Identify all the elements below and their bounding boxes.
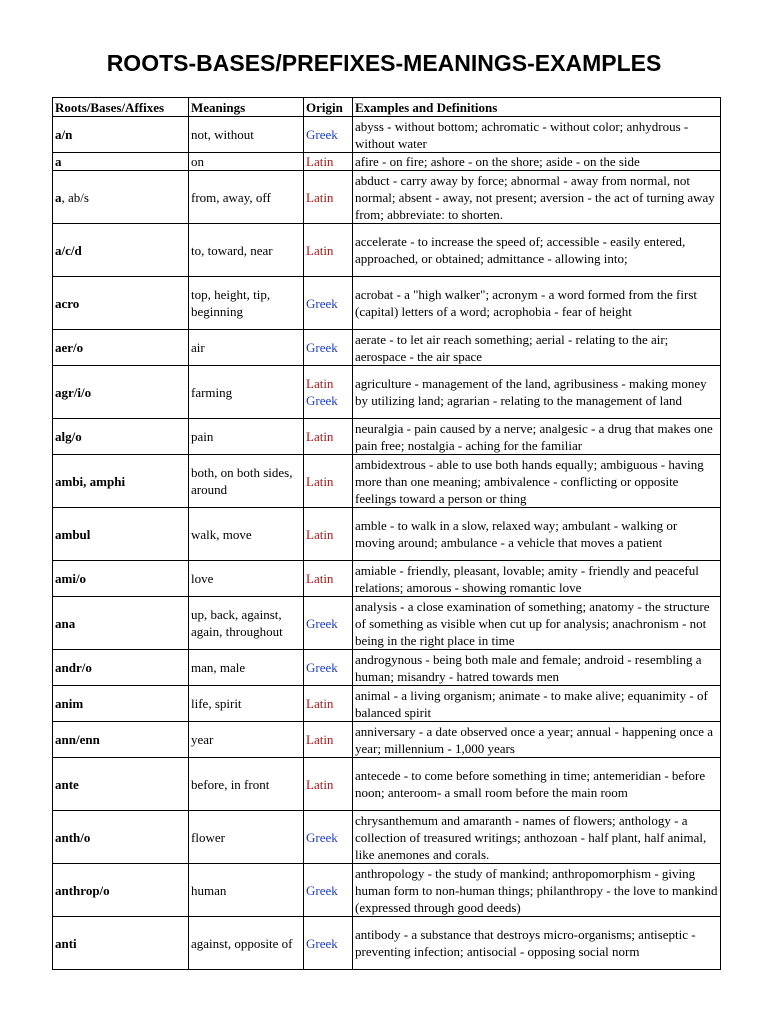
origin-label: Latin bbox=[306, 376, 334, 391]
root-bold-text: ambi, amphi bbox=[55, 473, 126, 489]
root-bold-text: ante bbox=[55, 776, 79, 792]
origin-cell bbox=[304, 561, 353, 597]
header-roots: Roots/Bases/Affixes bbox=[53, 98, 189, 117]
origin-label: Greek bbox=[306, 393, 338, 408]
origin-cell bbox=[304, 864, 353, 917]
origin-label: Greek bbox=[306, 935, 338, 951]
origin-label: Latin bbox=[306, 242, 334, 258]
origin-cell bbox=[304, 419, 353, 455]
origin-cell bbox=[304, 224, 353, 277]
root-bold-text: ann/enn bbox=[55, 732, 100, 747]
origin-label: Latin bbox=[306, 429, 334, 444]
header-origin: Origin bbox=[304, 98, 353, 117]
table-row bbox=[53, 366, 721, 419]
origin-label: Latin bbox=[306, 571, 334, 586]
root-bold-text: andr/o bbox=[55, 660, 92, 675]
root-cell bbox=[53, 864, 189, 917]
root-cell bbox=[53, 508, 189, 561]
root-cell bbox=[53, 917, 189, 970]
root-bold-text: ambul bbox=[55, 526, 91, 542]
table-row bbox=[53, 864, 721, 917]
origin-cell bbox=[304, 117, 353, 153]
origin-cell bbox=[304, 758, 353, 811]
meaning-cell: air bbox=[189, 330, 304, 366]
root-bold-text: anim bbox=[55, 696, 84, 711]
root-bold-text: a bbox=[55, 154, 62, 169]
root-cell bbox=[53, 597, 189, 650]
origin-label: Latin bbox=[306, 696, 334, 711]
root-cell bbox=[53, 330, 189, 366]
examples-cell: amiable - friendly, pleasant, lovable; amity - friendly and peaceful relations; amorous - showing romantic love bbox=[353, 561, 721, 597]
header-meanings: Meanings bbox=[189, 98, 304, 117]
meaning-cell: both, on both sides, around bbox=[189, 455, 304, 508]
root-bold-text: anthrop/o bbox=[55, 882, 110, 898]
root-bold-text: agr/i/o bbox=[55, 384, 92, 400]
origin-label: Latin bbox=[306, 732, 334, 747]
root-bold-text: anti bbox=[55, 935, 77, 951]
table-row bbox=[53, 917, 721, 970]
examples-cell: acrobat - a "high walker"; acronym - a word formed from the first (capital) letters of a word; acrophobia - fear of height bbox=[353, 277, 721, 330]
root-bold-text: alg/o bbox=[55, 429, 82, 444]
meaning-cell: to, toward, near bbox=[189, 224, 304, 277]
meaning-cell: on bbox=[189, 153, 304, 171]
root-bold-text: aer/o bbox=[55, 340, 84, 355]
origin-label: Latin bbox=[306, 526, 334, 542]
meaning-cell: top, height, tip, beginning bbox=[189, 277, 304, 330]
origin-cell bbox=[304, 330, 353, 366]
roots-table bbox=[52, 97, 721, 970]
origin-cell bbox=[304, 171, 353, 224]
origin-cell bbox=[304, 811, 353, 864]
meaning-cell: love bbox=[189, 561, 304, 597]
root-bold-text: a/n bbox=[55, 127, 73, 142]
examples-cell: analysis - a close examination of something; anatomy - the structure of something as visible when cut up for analysis; anachronism - not being in the right place in time bbox=[353, 597, 721, 650]
examples-cell: accelerate - to increase the speed of; accessible - easily entered, approached, or obtained; admittance - allowing into; bbox=[353, 224, 721, 277]
origin-cell bbox=[304, 366, 353, 419]
table-row bbox=[53, 419, 721, 455]
origin-label: Greek bbox=[306, 295, 338, 311]
table-row bbox=[53, 277, 721, 330]
root-extra-text: , ab/s bbox=[61, 189, 89, 205]
examples-cell: anniversary - a date observed once a year; annual - happening once a year; millennium - 1,000 years bbox=[353, 722, 721, 758]
meaning-cell: flower bbox=[189, 811, 304, 864]
origin-label: Greek bbox=[306, 340, 338, 355]
root-cell bbox=[53, 366, 189, 419]
origin-cell bbox=[304, 650, 353, 686]
origin-cell bbox=[304, 508, 353, 561]
table-row bbox=[53, 722, 721, 758]
examples-cell: amble - to walk in a slow, relaxed way; ambulant - walking or moving around; ambulance - a vehicle that moves a patient bbox=[353, 508, 721, 561]
root-cell bbox=[53, 811, 189, 864]
table-row bbox=[53, 224, 721, 277]
origin-label: Greek bbox=[306, 127, 338, 142]
root-cell bbox=[53, 561, 189, 597]
root-cell bbox=[53, 455, 189, 508]
meaning-cell: human bbox=[189, 864, 304, 917]
meaning-cell: walk, move bbox=[189, 508, 304, 561]
table-row bbox=[53, 455, 721, 508]
meaning-cell: farming bbox=[189, 366, 304, 419]
origin-label: Latin bbox=[306, 189, 334, 205]
table-row bbox=[53, 153, 721, 171]
meaning-cell: up, back, against, again, throughout bbox=[189, 597, 304, 650]
examples-cell: neuralgia - pain caused by a nerve; analgesic - a drug that makes one pain free; nostalgia - aching for the familiar bbox=[353, 419, 721, 455]
meaning-cell: man, male bbox=[189, 650, 304, 686]
examples-cell: chrysanthemum and amaranth - names of flowers; anthology - a collection of treasured writings; anthozoan - half plant, half animal, like anemones and corals. bbox=[353, 811, 721, 864]
table-row bbox=[53, 597, 721, 650]
root-bold-text: a bbox=[55, 189, 62, 205]
root-cell bbox=[53, 650, 189, 686]
root-bold-text: ami/o bbox=[55, 571, 87, 586]
meaning-cell: before, in front bbox=[189, 758, 304, 811]
table-row bbox=[53, 117, 721, 153]
root-bold-text: ana bbox=[55, 615, 76, 631]
examples-cell: anthropology - the study of mankind; anthropomorphism - giving human form to non-human things; philanthropy - the love to mankind (expressed through good deeds) bbox=[353, 864, 721, 917]
table-row bbox=[53, 508, 721, 561]
root-cell bbox=[53, 686, 189, 722]
origin-label: Latin bbox=[306, 154, 334, 169]
header-examples: Examples and Definitions bbox=[353, 98, 721, 117]
origin-label: Greek bbox=[306, 882, 338, 898]
page-title: ROOTS-BASES/PREFIXES-MEANINGS-EXAMPLES bbox=[106, 50, 662, 76]
origin-label: Greek bbox=[306, 615, 338, 631]
root-cell bbox=[53, 758, 189, 811]
examples-cell: afire - on fire; ashore - on the shore; aside - on the side bbox=[353, 153, 721, 171]
meaning-cell: year bbox=[189, 722, 304, 758]
examples-cell: abyss - without bottom; achromatic - without color; anhydrous - without water bbox=[353, 117, 721, 153]
examples-cell: animal - a living organism; animate - to make alive; equanimity - of balanced spirit bbox=[353, 686, 721, 722]
root-cell bbox=[53, 419, 189, 455]
meaning-cell: pain bbox=[189, 419, 304, 455]
origin-cell bbox=[304, 153, 353, 171]
examples-cell: androgynous - being both male and female; android - resembling a human; misandry - hatred towards men bbox=[353, 650, 721, 686]
origin-label: Greek bbox=[306, 829, 338, 845]
origin-label: Greek bbox=[306, 660, 338, 675]
origin-label: Latin bbox=[306, 776, 334, 792]
root-cell bbox=[53, 277, 189, 330]
table-row bbox=[53, 758, 721, 811]
meaning-cell: from, away, off bbox=[189, 171, 304, 224]
origin-cell bbox=[304, 277, 353, 330]
origin-label: Latin bbox=[306, 473, 334, 489]
examples-cell: abduct - carry away by force; abnormal - away from normal, not normal; absent - away, not present; aversion - the act of turning away from; abbreviate: to shorten. bbox=[353, 171, 721, 224]
table-row bbox=[53, 811, 721, 864]
root-cell bbox=[53, 117, 189, 153]
examples-cell: agriculture - management of the land, agribusiness - making money by utilizing land; agrarian - relating to the management of land bbox=[353, 366, 721, 419]
table-row bbox=[53, 650, 721, 686]
table-row bbox=[53, 330, 721, 366]
root-cell bbox=[53, 722, 189, 758]
table-row bbox=[53, 171, 721, 224]
origin-cell bbox=[304, 455, 353, 508]
root-bold-text: a/c/d bbox=[55, 242, 82, 258]
meaning-cell: life, spirit bbox=[189, 686, 304, 722]
examples-cell: antibody - a substance that destroys micro-organisms; antiseptic - preventing infection; antisocial - opposing social norm bbox=[353, 917, 721, 970]
root-cell bbox=[53, 171, 189, 224]
table-row bbox=[53, 686, 721, 722]
table-row bbox=[53, 561, 721, 597]
origin-cell bbox=[304, 722, 353, 758]
table-header-row bbox=[53, 98, 721, 117]
meaning-cell: against, opposite of bbox=[189, 917, 304, 970]
examples-cell: aerate - to let air reach something; aerial - relating to the air; aerospace - the air space bbox=[353, 330, 721, 366]
examples-cell: ambidextrous - able to use both hands equally; ambiguous - having more than one meaning; ambivalence - conflicting or opposite feelings toward a person or thing bbox=[353, 455, 721, 508]
root-bold-text: anth/o bbox=[55, 829, 91, 845]
origin-cell bbox=[304, 686, 353, 722]
meaning-cell: not, without bbox=[189, 117, 304, 153]
root-cell bbox=[53, 224, 189, 277]
root-cell bbox=[53, 153, 189, 171]
root-bold-text: acro bbox=[55, 295, 80, 311]
origin-cell bbox=[304, 917, 353, 970]
examples-cell: antecede - to come before something in time; antemeridian - before noon; anteroom- a small room before the main room bbox=[353, 758, 721, 811]
origin-cell bbox=[304, 597, 353, 650]
